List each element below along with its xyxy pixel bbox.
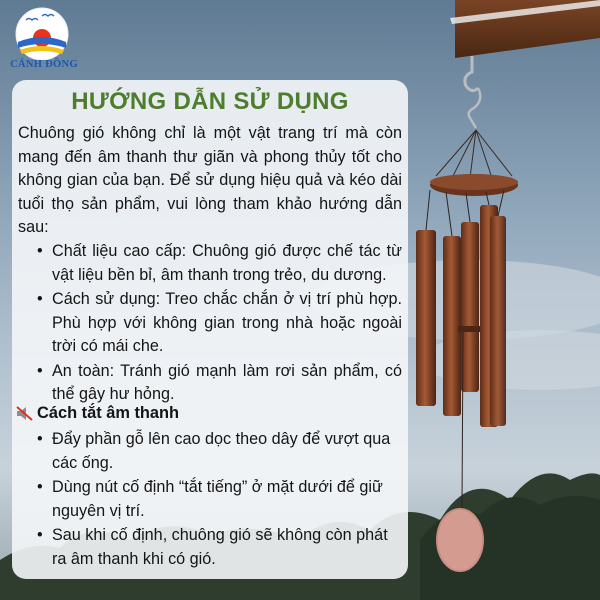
mute-steps-list (32, 428, 402, 572)
striker (458, 326, 480, 332)
list-item-text: Cách sử dụng: Treo chắc chắn ở vị trí phù hợp. Phù hợp với không gian trong nhà hoặc ngoài trời có mái che. (52, 290, 402, 355)
bullet: • (37, 361, 43, 380)
chime-rod (416, 230, 436, 406)
brand-name: CÁNH ĐỒNG (10, 59, 78, 70)
chime-rod (490, 216, 506, 426)
list-item (32, 288, 402, 359)
logo-emblem (6, 4, 70, 60)
list-item-text: Sau khi cố định, chuông gió sẽ không còn phát ra âm thanh khi có gió. (52, 526, 388, 568)
mute-section-heading (16, 404, 179, 423)
bullet: • (37, 290, 43, 308)
list-item-text: Dùng nút cố định “tắt tiếng” ở mặt dưới để giữ nguyên vị trí. (52, 478, 383, 520)
bullet: • (37, 430, 43, 448)
bullet: • (37, 526, 43, 544)
list-item (32, 476, 402, 523)
hanging-strings (436, 130, 512, 178)
list-item-text: Chất liệu cao cấp: Chuông gió được chế tác từ vật liệu bền bỉ, âm thanh trong trẻo, du dương. (52, 242, 402, 284)
top-disc-face (430, 174, 518, 190)
list-item (32, 240, 402, 287)
list-item-text: Đẩy phần gỗ lên cao dọc theo dây để vượt qua các ống. (52, 430, 391, 472)
chime-rod (461, 222, 479, 392)
list-item (32, 360, 402, 407)
wind-sail-face (438, 510, 482, 570)
brand-logo (6, 4, 78, 76)
bullet: • (37, 478, 43, 496)
list-item (32, 428, 402, 475)
intro-paragraph: Chuông gió không chỉ là một vật trang trí mà còn mang đến âm thanh thư giãn và phong thủy tốt cho không gian của bạn. Để sử dụng hiệu quả và kéo dài tuổi thọ sản phẩm, vui lòng tham khảo hướng dẫn sau: (18, 124, 402, 236)
mute-section-title: Cách tắt âm thanh (37, 404, 180, 422)
list-item (32, 524, 402, 571)
hanging-hook (465, 56, 478, 91)
bullet: • (37, 242, 43, 260)
muted-speaker-icon (16, 406, 33, 421)
s-hook (469, 88, 481, 128)
usage-list (32, 240, 402, 408)
page-title: HƯỚNG DẪN SỬ DỤNG (71, 88, 349, 115)
list-item-text: An toàn: Tránh gió mạnh làm rơi sản phẩm, có thể gây hư hỏng. (52, 361, 402, 403)
